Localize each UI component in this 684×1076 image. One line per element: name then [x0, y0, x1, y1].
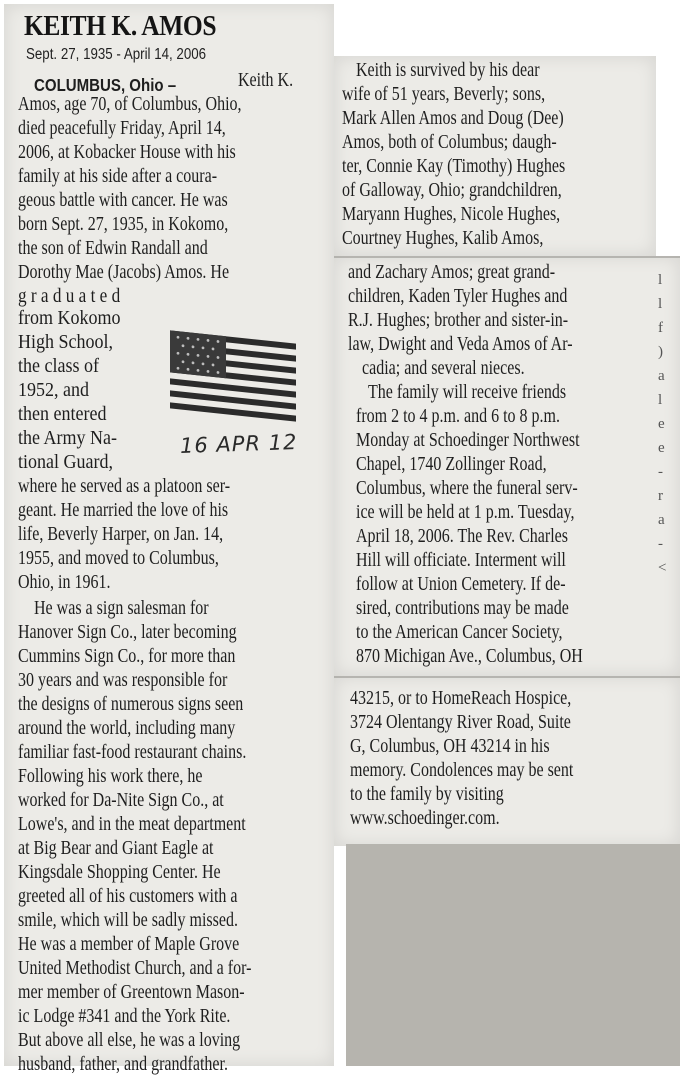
edge-mark: f: [658, 320, 663, 336]
edge-mark: l: [658, 296, 663, 312]
text-line: of Galloway, Ohio; grandchildren,: [342, 179, 562, 201]
text-line: ice will be held at 1 p.m. Tuesday,: [356, 501, 575, 523]
text-line: April 18, 2006. The Rev. Charles: [356, 525, 568, 547]
text-line: Following his work there, he: [18, 765, 203, 787]
obituary-dates: Sept. 27, 1935 - April 14, 2006: [26, 46, 207, 63]
text-line: Ohio, in 1961.: [18, 571, 111, 593]
text-line: Courtney Hughes, Kalib Amos,: [342, 227, 544, 249]
text-line: children, Kaden Tyler Hughes and: [348, 285, 568, 307]
text-line: worked for Da-Nite Sign Co., at: [18, 789, 224, 811]
text-line: Amos, both of Columbus; daugh-: [342, 131, 557, 153]
text-line: Cummins Sign Co., for more than: [18, 645, 236, 667]
text-line: geant. He married the love of his: [18, 499, 229, 521]
text-line: sired, contributions may be made: [356, 597, 569, 619]
text-line: the Army Na-: [18, 427, 117, 449]
edge-mark: ): [658, 344, 663, 360]
edge-mark: e: [658, 416, 665, 432]
text-line: born Sept. 27, 1935, in Kokomo,: [18, 213, 229, 235]
text-line: memory. Condolences may be sent: [350, 759, 574, 781]
text-line: cadia; and several nieces.: [362, 357, 525, 379]
text-line: to the American Cancer Society,: [356, 621, 563, 643]
text-line: Columbus, where the funeral serv-: [356, 477, 578, 499]
text-line: But above all else, he was a loving: [18, 1029, 241, 1051]
text-line: husband, father, and grandfather.: [18, 1053, 228, 1075]
text-line: familiar fast-food restaurant chains.: [18, 741, 247, 763]
edge-mark: l: [658, 272, 663, 288]
text-line: 1952, and: [18, 379, 90, 401]
text-line: greeted all of his customers with a: [18, 885, 238, 907]
text-line: mer member of Greentown Mason-: [18, 981, 245, 1003]
edge-mark: a: [658, 512, 665, 528]
text-line: Hill will officiate. Interment will: [356, 549, 566, 571]
text-line: www.schoedinger.com.: [350, 807, 500, 829]
text-line: G, Columbus, OH 43214 in his: [350, 735, 550, 757]
text-line: Amos, age 70, of Columbus, Ohio,: [18, 93, 242, 115]
fold-line: [334, 256, 680, 258]
text-line: High School,: [18, 331, 114, 353]
american-flag-icon: [166, 330, 300, 424]
edge-mark: <: [658, 560, 667, 576]
text-line: Dorothy Mae (Jacobs) Amos. He: [18, 261, 230, 283]
text-line: 3724 Olentangy River Road, Suite: [350, 711, 571, 733]
text-line: follow at Union Cemetery. If de-: [356, 573, 566, 595]
edge-mark: r: [658, 488, 663, 504]
text-line: around the world, including many: [18, 717, 236, 739]
text-line: at Big Bear and Giant Eagle at: [18, 837, 214, 859]
text-line: g r a d u a t e d: [18, 285, 121, 307]
text-line: where he served as a platoon ser-: [18, 475, 231, 497]
text-line: life, Beverly Harper, on Jan. 14,: [18, 523, 224, 545]
fold-line: [334, 676, 680, 678]
text-line: the class of: [18, 355, 99, 377]
blank-backing-area: [346, 844, 680, 1066]
text-line: 30 years and was responsible for: [18, 669, 228, 691]
text-line: He was a member of Maple Grove: [18, 933, 240, 955]
text-line: Kingsdale Shopping Center. He: [18, 861, 221, 883]
text-line: Hanover Sign Co., later becoming: [18, 621, 237, 643]
text-line: 1955, and moved to Columbus,: [18, 547, 219, 569]
edge-mark: l: [658, 392, 663, 408]
text-line: Mark Allen Amos and Doug (Dee): [342, 107, 564, 129]
text-line: the designs of numerous signs seen: [18, 693, 244, 715]
edge-mark: a: [658, 368, 665, 384]
text-line: to the family by visiting: [350, 783, 504, 805]
text-line: geous battle with cancer. He was: [18, 189, 228, 211]
dateline: COLUMBUS, Ohio –: [34, 75, 177, 95]
text-line: wife of 51 years, Beverly; sons,: [342, 83, 546, 105]
text-line: Chapel, 1740 Zollinger Road,: [356, 453, 547, 475]
edge-mark: e: [658, 440, 665, 456]
text-line: Keith K.: [238, 69, 294, 91]
text-line: ter, Connie Kay (Timothy) Hughes: [342, 155, 566, 177]
edge-mark: -: [658, 464, 663, 480]
text-line: Lowe's, and in the meat department: [18, 813, 246, 835]
text-line: 2006, at Kobacker House with his: [18, 141, 236, 163]
text-line: Keith is survived by his dear: [356, 59, 540, 81]
text-line: family at his side after a coura-: [18, 165, 218, 187]
edge-mark: -: [658, 536, 663, 552]
text-line: Maryann Hughes, Nicole Hughes,: [342, 203, 561, 225]
text-line: the son of Edwin Randall and: [18, 237, 208, 259]
text-line: Monday at Schoedinger Northwest: [356, 429, 580, 451]
obituary-name: KEITH K. AMOS: [24, 10, 217, 42]
text-line: 43215, or to HomeReach Hospice,: [350, 687, 572, 709]
text-line: tional Guard,: [18, 451, 113, 473]
text-line: United Methodist Church, and a for-: [18, 957, 252, 979]
text-line: R.J. Hughes; brother and sister-in-: [348, 309, 569, 331]
text-line: 870 Michigan Ave., Columbus, OH: [356, 645, 583, 667]
text-line: from Kokomo: [18, 307, 121, 329]
text-line: ic Lodge #341 and the York Rite.: [18, 1005, 231, 1027]
text-line: died peacefully Friday, April 14,: [18, 117, 226, 139]
text-line: smile, which will be sadly missed.: [18, 909, 238, 931]
text-line: The family will receive friends: [368, 381, 567, 403]
text-line: from 2 to 4 p.m. and 6 to 8 p.m.: [356, 405, 560, 427]
text-line: He was a sign salesman for: [34, 597, 209, 619]
handwritten-date-note: 16 APR 12: [179, 429, 298, 459]
text-line: and Zachary Amos; great grand-: [348, 261, 556, 283]
text-line: then entered: [18, 403, 107, 425]
text-line: law, Dwight and Veda Amos of Ar-: [348, 333, 573, 355]
